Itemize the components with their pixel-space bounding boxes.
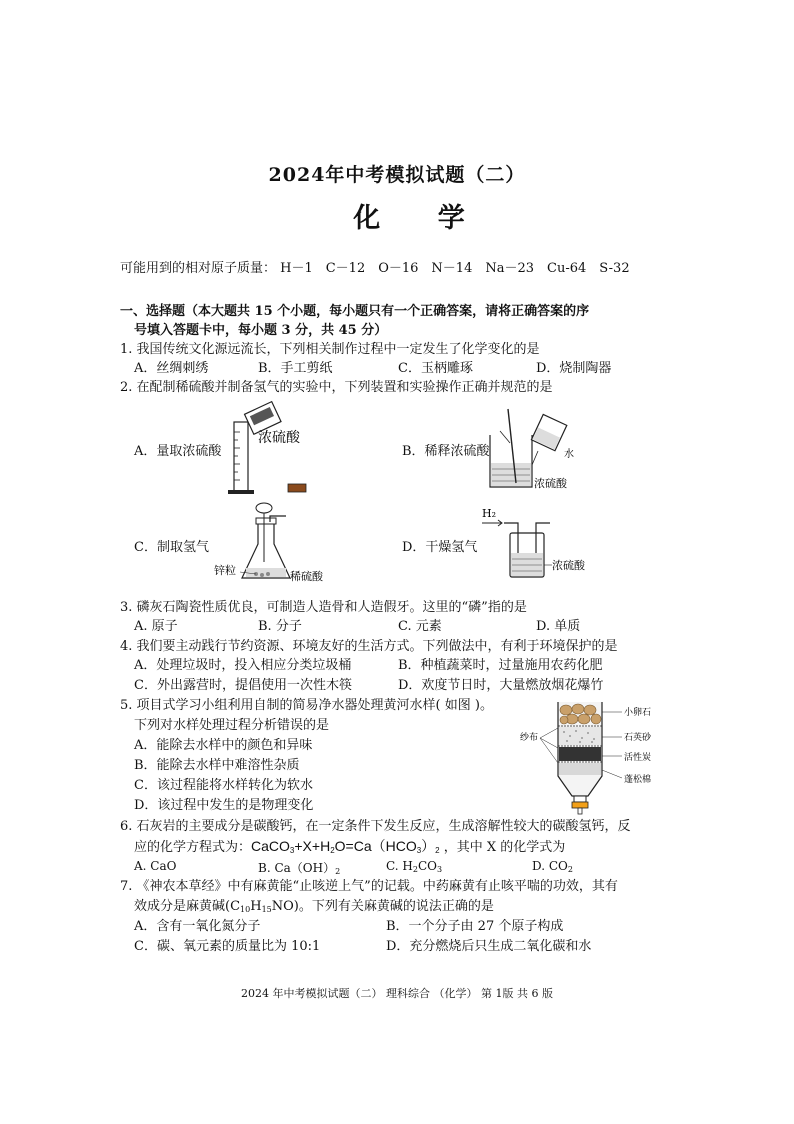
q3-option-a: A. 原子 [134,619,178,634]
fig-a-label: 浓硫酸 [258,430,300,446]
fig-b-water-label: 水 [564,449,574,460]
q4-option-b: B．种植蔬菜时，过量施用农药化肥 [398,658,603,673]
q2-option-d: D．干燥氢气 [402,540,478,555]
q3-option-c: C. 元素 [398,619,442,634]
section-heading-cont: 号填入答题卡中，每小题 3 分，共 45 分） [134,323,388,338]
q6-option-d: D. $CO_2$ [532,859,573,874]
q2-option-a: A．量取浓硫酸 [134,444,222,459]
fig-dilution [480,405,590,495]
q5-option-a: A．能除去水样中的颜色和异味 [134,738,313,753]
page-title: 2024年中考模拟试题（二） [268,164,526,186]
q2-option-c: C．制取氢气 [134,540,209,555]
fig-pebble-label: 小卵石 [624,708,652,718]
fig-measuring-cylinder [210,400,320,500]
q6-option-c: C. $H_2CO_3$ [386,859,443,874]
atomic-masses: 可能用到的相对原子质量： H－1 C－12 O－16 N－14 Na－23 Cu-64 S-32 [120,261,630,276]
fig-sand-label: 石英砂 [624,733,652,743]
q5-option-c: C．该过程能将水样转化为软水 [134,778,313,793]
fig-c-acid-label: 稀硫酸 [290,570,323,583]
q6-option-a: A. CaO [134,859,177,873]
q2-option-b: B．稀释浓硫酸 [402,444,490,459]
q5-stem-cont: 下列对水样处理过程分析错误的是 [134,718,330,733]
q5-option-d: D．该过程中发生的是物理变化 [134,798,314,813]
q3-option-d: D. 单质 [536,619,581,634]
fig-c-zinc-label: 锌粒 [214,564,236,577]
fig-gas-drying [478,505,588,585]
fig-water-purifier [520,698,670,816]
q7-option-d: D．充分燃烧后只生成二氧化碳和水 [386,939,592,954]
fig-b-acid-label: 浓硫酸 [534,477,567,490]
q1-option-a: A．丝绸刺绣 [134,361,209,376]
q6-equation: $CaCO_3+X+H_2O=Ca(HCO_3)_2$ [251,838,440,855]
q4-option-d: D．欢度节日时，大量燃放烟花爆竹 [398,678,604,693]
q6-stem: 6. 石灰岩的主要成分是碳酸钙，在一定条件下发生反应，生成溶解性较大的碳酸氢钙，反 [120,819,631,834]
subject-title: 化 学 [353,203,489,234]
q1-option-d: D．烧制陶器 [536,361,612,376]
section-heading: 一、选择题（本大题共 15 个小题，每小题只有一个正确答案，请将正确答案的序 [120,304,590,319]
q6-stem-cont: 应的化学方程式为：$CaCO_3+X+H_2O=Ca(HCO_3)_2$ ，其中 X 的化学式为 [134,838,566,855]
q7-option-b: B．一个分子由 27 个原子构成 [386,919,564,934]
fig-d-h2-label: H₂ [482,507,497,520]
q3-option-b: B. 分子 [258,619,302,634]
q1-option-b: B．手工剪纸 [258,361,333,376]
q7-stem: 7. 《神农本草经》中有麻黄能“止咳逆上气”的记载。中药麻黄有止咳平喘的功效，其有 [120,879,618,894]
fig-d-acid-label: 浓硫酸 [552,559,585,572]
q6-option-b: B. $Ca(OH)_2$ [258,861,341,876]
q7-option-a: A．含有一氧化氮分子 [134,919,261,934]
q2-stem: 2. 在配制稀硫酸并制备氢气的实验中，下列装置和实验操作正确并规范的是 [120,380,553,395]
q4-option-c: C．外出露营时，提倡使用一次性木筷 [134,678,352,693]
q5-option-b: B．能除去水样中难溶性杂质 [134,758,300,773]
q4-stem: 4. 我们要主动践行节约资源、环境友好的生活方式。下列做法中，有利于环境保护的是 [120,639,618,654]
q7-stem-cont: 效成分是麻黄碱$(C_{10}H_{15}NO)$。下列有关麻黄碱的说法正确的是 [134,899,494,914]
q3-stem: 3. 磷灰石陶瓷性质优良，可制造人造骨和人造假牙。这里的“磷”指的是 [120,600,527,615]
q4-option-a: A．处理垃圾时，投入相应分类垃圾桶 [134,658,352,673]
fig-gauze-label: 纱布 [520,733,539,743]
q1-option-c: C．玉柄雕琢 [398,361,473,376]
q7-option-c: C．碳、氧元素的质量比为 10:1 [134,939,321,954]
fig-carbon-label: 活性炭 [624,753,652,763]
fig-cotton-label: 蓬松棉 [624,775,652,785]
q1-stem: 1. 我国传统文化源远流长，下列相关制作过程中一定发生了化学变化的是 [120,342,540,357]
fig-hydrogen-generation [210,500,340,590]
q5-stem: 5. 项目式学习小组利用自制的简易净水器处理黄河水样( 如图 )。 [120,698,493,713]
page-footer: 2024 年中考模拟试题（二） 理科综合 （化学） 第 1版 共 6 版 [241,987,553,1000]
